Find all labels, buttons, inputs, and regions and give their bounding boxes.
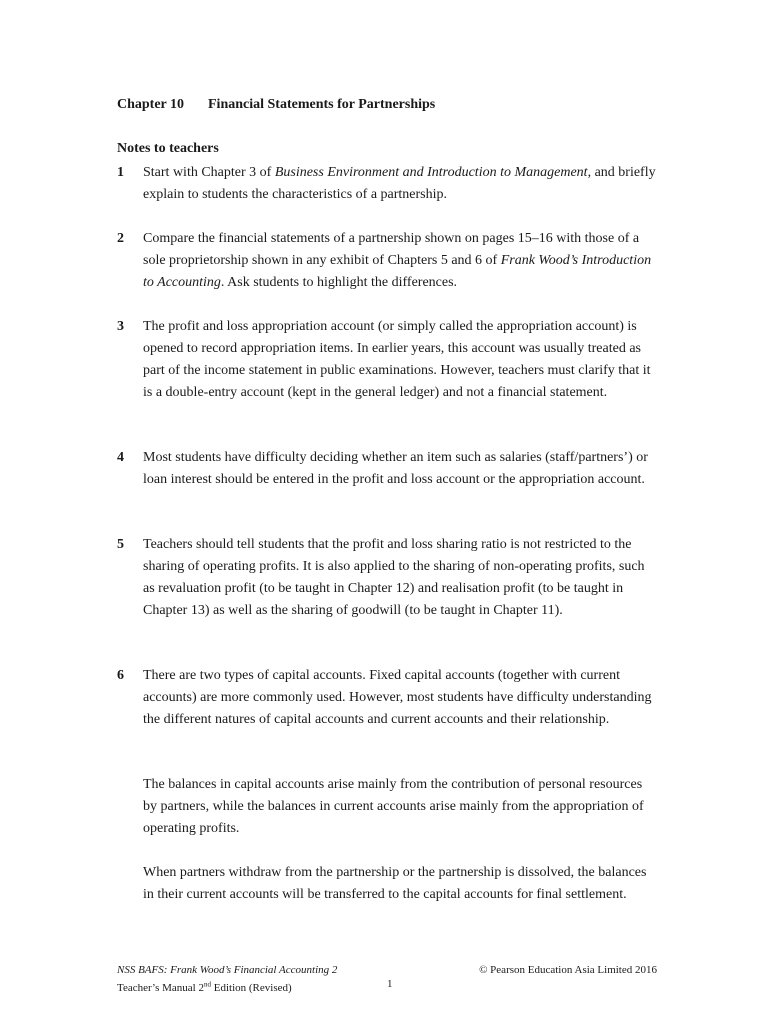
note-text: Teachers should tell students that the profit and loss sharing ratio is not restricted to the sharing of operating profits. It is also applied to the sharing of non-operating profits, such as revaluation profit (to be taught in Chapter 12) and realisation profit (to be taught in Chapter 13) as well as the sharing of goodwill (to be taught in Chapter 11). [143,537,645,618]
note-number: 4 [117,450,124,465]
note-item-5 [117,534,657,622]
note-number: 2 [117,231,124,246]
note-text: Most students have difficulty deciding whether an item such as salaries (staff/partners’) or loan interest should be entered in the profit and loss account or the appropriation account. [143,450,648,487]
note-number: 3 [117,319,124,334]
note-number: 6 [117,668,124,683]
note-text: There are two types of capital accounts. Fixed capital accounts (together with current accounts) are more commonly used. However, most students have difficulty understanding the different natures of capital accounts and current accounts and their relationship. [143,668,652,727]
note-number: 1 [117,165,124,180]
footer-book-title: NSS BAFS: Frank Wood’s Financial Accounting 2 [117,964,338,976]
note-text: Compare the financial statements of a partnership shown on pages 15–16 with those of a sole proprietorship shown in any exhibit of Chapters 5 and 6 of Frank Wood’s Introduction to Accounting. Ask students to highlight the differences. [143,231,652,290]
note-6-paragraph-3: When partners withdraw from the partnership or the partnership is dissolved, the balances in their current accounts will be transferred to the capital accounts for final settlement. [143,865,647,902]
footer-copyright: © Pearson Education Asia Limited 2016 [479,964,657,976]
footer-manual-edition: Teacher’s Manual 2nd Edition (Revised) [117,980,292,994]
note-number: 5 [117,537,124,552]
notes-title: Notes to teachers [117,141,219,156]
note-text: The profit and loss appropriation account (or simply called the appropriation account) is opened to record appropriation items. In earlier years, this account was usually treated as part of the income statement in public examinations. However, teachers must clarify that it is a double-entry account (kept in the general ledger) and not a financial statement. [143,319,651,400]
chapter-heading [117,97,435,113]
note-item-4 [117,447,657,491]
note-6-paragraph-2: The balances in capital accounts arise mainly from the contribution of personal resources by partners, while the balances in current accounts arise mainly from the appropriation of operating profits. [143,777,644,836]
note-text: Start with Chapter 3 of Business Environment and Introduction to Management, and briefly explain to students the characteristics of a partnership. [143,165,656,202]
note-item-3 [117,316,657,404]
chapter-number: Chapter 10 [117,97,185,112]
footer-line-1 [117,963,657,977]
note-item-2 [117,228,657,294]
note-item-1 [117,162,657,206]
footer-line-2 [117,977,657,995]
note-item-6 [117,665,657,731]
chapter-title: Financial Statements for Partnerships [208,97,436,112]
page-number: 1 [387,978,393,990]
